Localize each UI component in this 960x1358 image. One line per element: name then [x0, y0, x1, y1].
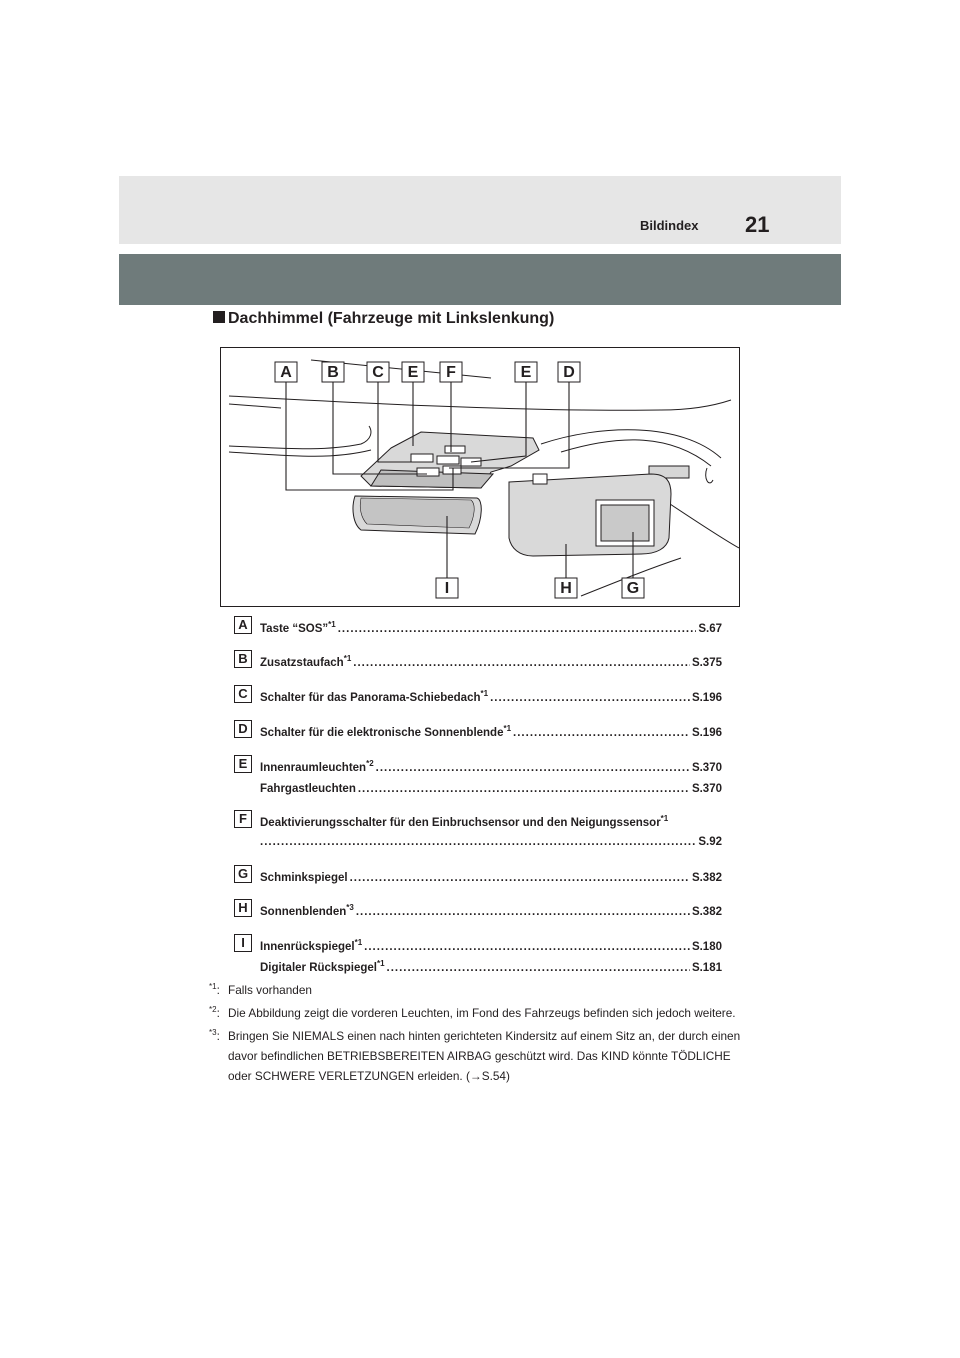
footnote-marker: *1 — [354, 938, 363, 947]
footnote-marker: *1 — [480, 689, 489, 698]
footnote-text: Bringen Sie NIEMALS einen nach hinten gerichteten Kindersitz auf einem Sitz an, der durch einen davor befindlichen BETRIEBSBEREITEN AIRBAG geschützt wird. Das KIND könnte TÖDLICHE oder SCHWERE VERLETZUNGEN erleiden. (→S.54) — [228, 1029, 741, 1083]
leader-dots — [490, 692, 690, 704]
page-number: 21 — [745, 212, 770, 237]
legend-label-text: Taste “SOS” — [260, 623, 329, 635]
legend-row — [260, 813, 722, 829]
footnote-mark: $^{*1}$: — [209, 982, 220, 997]
footnote-marker: *1 — [376, 959, 385, 968]
footnote-mark-text: *2 — [209, 1005, 217, 1014]
label-i: I — [444, 580, 450, 597]
page-reference[interactable]: S.370 — [691, 762, 722, 774]
page-reference[interactable]: S.382 — [691, 906, 722, 918]
legend-label — [260, 938, 363, 953]
legend-label — [260, 620, 336, 635]
intrusion-sensor-switch — [417, 468, 439, 476]
footnote-2 — [209, 1003, 749, 1023]
footnotes — [209, 980, 749, 1089]
legend-label-text: Deaktivierungsschalter für den Einbruchsensor und den Neigungssensor — [260, 817, 661, 829]
label-d: D — [563, 364, 575, 381]
sunroof-switch — [411, 454, 433, 462]
label-e-left: E — [407, 364, 419, 381]
footnote-mark-text: *1 — [209, 982, 217, 991]
legend-row — [260, 902, 722, 918]
legend-sub-label — [260, 783, 356, 795]
square-bullet-icon — [213, 311, 225, 323]
page-reference[interactable]: S.382 — [691, 872, 722, 884]
leader-dots — [387, 962, 690, 974]
footnote-marker: *1 — [660, 814, 669, 823]
legend-row — [260, 653, 722, 669]
legend-badge: A — [234, 616, 252, 634]
leader-dots — [350, 872, 690, 884]
footnote-text: Die Abbildung zeigt die vorderen Leuchten, im Fond des Fahrzeugs befinden sich jedoch weitere. — [228, 1006, 736, 1020]
legend-label — [260, 759, 374, 774]
footnote-marker: *1 — [503, 724, 512, 733]
legend-continuation-row — [260, 832, 722, 848]
section-heading-text: Dachhimmel (Fahrzeuge mit Linkslenkung) — [228, 310, 555, 327]
legend-badge: E — [234, 755, 252, 773]
leader-dots — [338, 623, 697, 635]
legend-label — [260, 814, 669, 829]
visor-clip — [533, 474, 547, 484]
page-reference[interactable]: S.180 — [691, 941, 722, 953]
legend-label-text: Schalter für das Panorama-Schiebedach — [260, 692, 481, 704]
label-g: G — [626, 580, 640, 597]
leader-dots — [513, 727, 690, 739]
legend-label — [260, 903, 354, 918]
page-reference[interactable]: S.92 — [698, 836, 722, 848]
page-reference[interactable]: S.196 — [691, 692, 722, 704]
footnote-marker: *3 — [346, 903, 354, 912]
sunshade-switch — [437, 456, 459, 464]
rear-view-mirror-glass — [360, 498, 474, 528]
legend-label-text: Sonnenblenden — [260, 906, 347, 918]
page-reference[interactable]: S.196 — [691, 727, 722, 739]
label-h: H — [560, 580, 572, 597]
windshield-line — [229, 404, 281, 408]
legend-badge: C — [234, 685, 252, 703]
legend-sub-label-text: Digitaler Rückspiegel — [260, 962, 377, 974]
handle-line — [706, 468, 713, 483]
bottom-label-group — [436, 578, 644, 598]
legend-sub-row — [260, 779, 722, 795]
headliner-edge-line — [229, 396, 731, 410]
legend-label — [260, 689, 489, 704]
windshield-lower-line — [229, 426, 371, 449]
leader-dots — [353, 657, 690, 669]
page-reference[interactable]: S.67 — [698, 623, 722, 635]
legend-label-text: Innenrückspiegel — [260, 941, 355, 953]
footnote-mark: $^{*2}$: — [209, 1005, 220, 1020]
footnote-marker: *2 — [366, 759, 374, 768]
footnote-mark-text: *3 — [209, 1028, 217, 1037]
pillar-line — [661, 498, 739, 548]
label-a: A — [280, 364, 292, 381]
legend-label-text: Zusatzstaufach — [260, 657, 344, 669]
sunroof-frame-line — [541, 430, 721, 458]
leader-dots — [358, 783, 690, 795]
legend-row — [260, 868, 722, 884]
legend-sub-label-text: Fahrgastleuchten — [260, 783, 356, 795]
sos-button — [443, 466, 461, 474]
footnote-3 — [209, 1026, 749, 1086]
legend-sub-label — [260, 959, 385, 974]
footnote-mark: $^{*3}$: — [209, 1028, 220, 1043]
legend-badge: H — [234, 899, 252, 917]
legend-row — [260, 937, 722, 953]
chapter-band — [119, 254, 841, 305]
legend-badge: D — [234, 720, 252, 738]
legend-row — [260, 619, 722, 635]
footnote-marker: *1 — [328, 620, 336, 629]
legend-badge: F — [234, 810, 252, 828]
legend-row — [260, 723, 722, 739]
legend-badge: B — [234, 650, 252, 668]
legend-label — [260, 654, 352, 669]
windshield-lower-line-2 — [229, 450, 371, 456]
label-e-right: E — [520, 364, 532, 381]
legend-row — [260, 758, 722, 774]
legend-label — [260, 724, 512, 739]
legend-row — [260, 688, 722, 704]
sunroof-frame-line-2 — [561, 440, 711, 466]
legend-sub-row — [260, 958, 722, 974]
page-reference[interactable]: S.181 — [691, 962, 722, 974]
header-section-title: Bildindex — [640, 218, 699, 233]
legend-label-text: Schminkspiegel — [260, 872, 348, 884]
footnote-text: Falls vorhanden — [228, 983, 312, 997]
leader-dots — [376, 762, 690, 774]
header-band — [119, 176, 841, 244]
legend-label — [260, 872, 348, 884]
label-c: C — [372, 364, 384, 381]
legend-label-text: Innenraumleuchten — [260, 762, 367, 774]
footnote-marker: *1 — [343, 654, 352, 663]
legend-badge: I — [234, 934, 252, 952]
overhead-console-illustration — [220, 347, 740, 607]
label-f: F — [446, 364, 456, 381]
vanity-mirror — [601, 505, 649, 541]
leader-dots — [356, 906, 690, 918]
leader-dots — [260, 836, 696, 848]
label-b: B — [327, 364, 339, 381]
legend-badge: G — [234, 865, 252, 883]
section-heading — [213, 310, 554, 328]
page-reference[interactable]: S.370 — [691, 783, 722, 795]
map-light — [445, 446, 465, 453]
legend-label-text: Schalter für die elektronische Sonnenblende — [260, 727, 504, 739]
page-reference[interactable]: S.375 — [691, 657, 722, 669]
leader-dots — [364, 941, 690, 953]
illustration-svg — [221, 348, 739, 606]
footnote-1 — [209, 980, 749, 1000]
